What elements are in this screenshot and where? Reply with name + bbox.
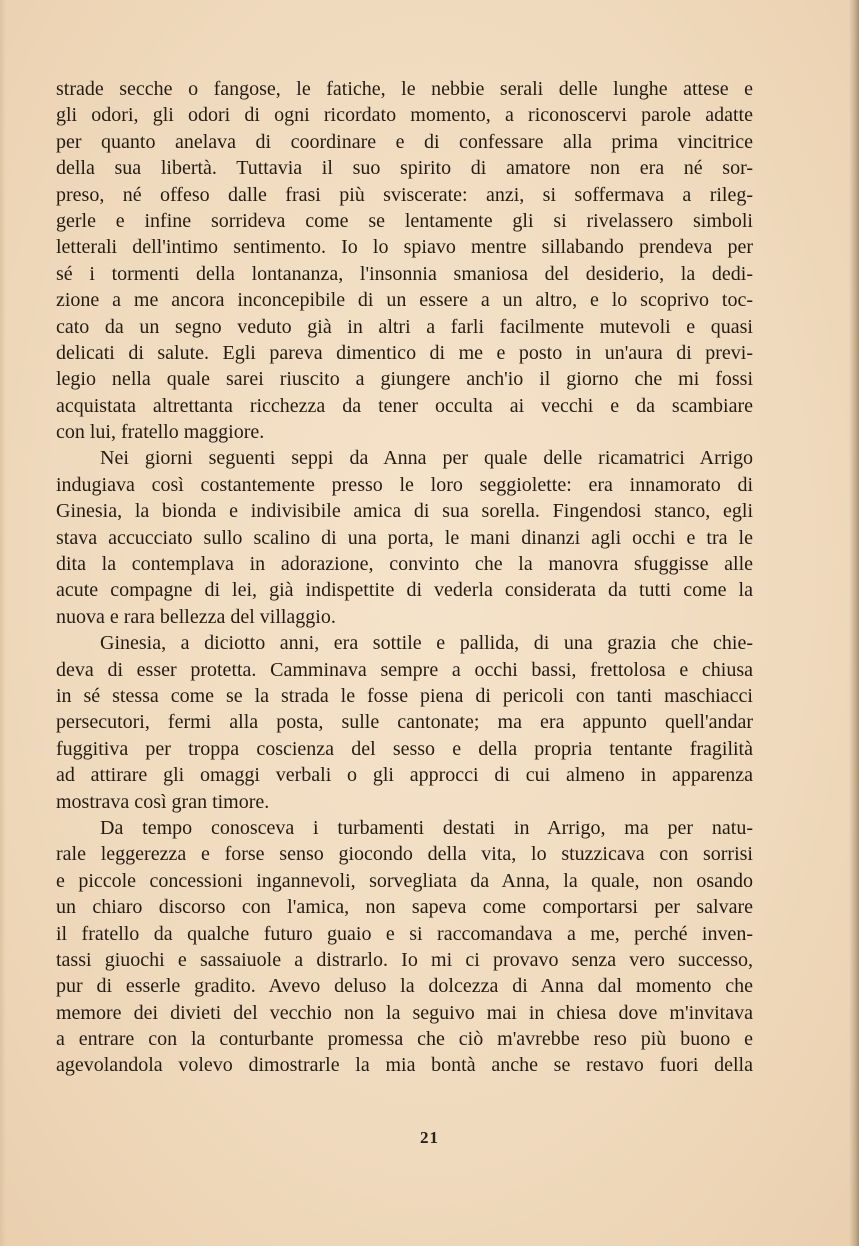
page-right-edge (849, 0, 859, 1246)
page-number: 21 (420, 1128, 439, 1147)
text-line: dita la contemplava in adorazione, convinto che la manovra sfuggisse alle (56, 553, 753, 576)
text-line: preso, né offeso dalle frasi più sviscerate: anzi, si soffermava a rileg- (56, 183, 753, 206)
text-line: e piccole concessioni ingannevoli, sorvegliata da Anna, la quale, non osando (56, 869, 753, 892)
text-line: mostrava così gran timore. (56, 790, 270, 813)
text-line: il fratello da qualche futuro guaio e si raccomandava a me, perché inven- (56, 922, 753, 945)
text-line: acute compagne di lei, già indispettite di vederla considerata da tutti come la (56, 579, 753, 602)
text-line: tassi giuochi e sassaiuole a distrarlo. Io mi ci provavo senza vero successo, (56, 948, 753, 971)
text-line: indugiava così costantemente presso le loro seggiolette: era innamorato di (56, 473, 753, 496)
text-line: Ginesia, a diciotto anni, era sottile e pallida, di una grazia che chie- (100, 632, 753, 655)
text-line: pur di esserle gradito. Avevo deluso la dolcezza di Anna dal momento che (56, 975, 753, 998)
paragraph (56, 630, 753, 815)
text-line: zione a me ancora inconcepibile di un essere a un altro, e lo scoprivo toc- (56, 289, 753, 312)
text-line: Ginesia, la bionda e indivisibile amica di sua sorella. Fingendosi stanco, egli (56, 500, 753, 523)
text-line: gerle e infine sorrideva come se lentamente gli si rivelassero simboli (56, 209, 753, 232)
text-line: acquistata altrettanta ricchezza da tener occulta ai vecchi e da scambiare (56, 394, 753, 417)
text-line: con lui, fratello maggiore. (56, 421, 265, 444)
text-line: un chiaro discorso con l'amica, non sapeva come comportarsi per salvare (56, 896, 753, 919)
text-line: ad attirare gli omaggi verbali o gli approcci di cui almeno in apparenza (56, 764, 753, 787)
text-line: strade secche o fangose, le fatiche, le nebbie serali delle lunghe attese e (56, 78, 753, 100)
paragraph (56, 445, 753, 630)
text-line: gli odori, gli odori di ogni ricordato momento, a riconoscervi parole adatte (56, 104, 753, 127)
text-line: delicati di salute. Egli pareva dimentico di me e posto in un'aura di previ- (56, 341, 753, 364)
page-left-edge (0, 0, 6, 1246)
text-line: rale leggerezza e forse senso giocondo della vita, lo stuzzicava con sorrisi (56, 843, 753, 866)
text-line: fuggitiva per troppa coscienza del sesso e della propria tentante fragilità (56, 737, 753, 760)
text-line: per quanto anelava di coordinare e di confessare alla prima vincitrice (56, 130, 753, 153)
text-line: agevolandola volevo dimostrarle la mia bontà anche se restavo fuori della (56, 1054, 753, 1077)
text-line: deva di esser protetta. Camminava sempre a occhi bassi, frettolosa e chiusa (56, 658, 753, 681)
text-line: memore dei divieti del vecchio non la seguivo mai in chiesa dove m'invitava (56, 1001, 753, 1024)
text-line: Nei giorni seguenti seppi da Anna per quale delle ricamatrici Arrigo (100, 447, 753, 470)
text-line: cato da un segno veduto già in altri a farli facilmente mutevoli e quasi (56, 315, 753, 338)
text-line: legio nella quale sarei riuscito a giungere anch'io il giorno che mi fossi (56, 368, 753, 391)
text-line: in sé stessa come se la strada le fosse piena di pericoli con tanti maschiacci (56, 684, 753, 707)
paragraph (56, 815, 753, 1079)
text-line: nuova e rara bellezza del villaggio. (56, 605, 336, 628)
text-line: sé i tormenti della lontananza, l'insonnia smaniosa del desiderio, la dedi- (56, 262, 753, 285)
text-line: stava accucciato sullo scalino di una porta, le mani dinanzi agli occhi e tra le (56, 526, 753, 549)
text-line: della sua libertà. Tuttavia il suo spirito di amatore non era né sor- (56, 157, 753, 180)
text-line: letterali dell'intimo sentimento. Io lo spiavo mentre sillabando prendeva per (56, 236, 753, 259)
body-text (56, 76, 753, 1079)
paragraph (56, 76, 753, 445)
text-line: persecutori, fermi alla posta, sulle cantonate; ma era appunto quell'andar (56, 711, 753, 734)
text-line: Da tempo conosceva i turbamenti destati in Arrigo, ma per natu- (100, 816, 753, 839)
text-line: a entrare con la conturbante promessa che ciò m'avrebbe reso più buono e (56, 1028, 753, 1051)
